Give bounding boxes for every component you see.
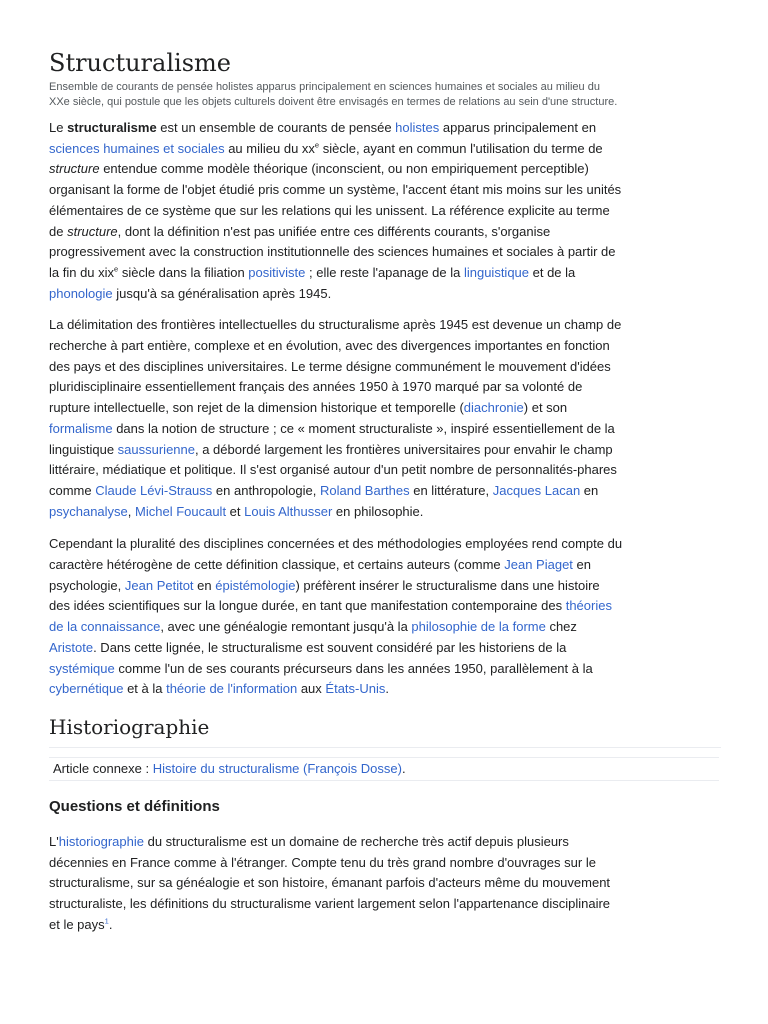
text: en philosophie. [332, 503, 424, 519]
text: aux [297, 681, 326, 697]
text: du structuralisme est un domaine de recherche très actif depuis plusieurs décennies en France comme à l'étranger. Compte tenu du très grand nombre d'ouvrages sur le structuralisme, sur sa généalogie et son histoire, émanant parfois d'acteurs même du mouvement structuraliste, les définitions du structuralisme varient largement selon l'appartenance disciplinaire et le pays [49, 833, 611, 932]
text: , dont la définition n'est pas unifiée entre ces différents courants, s'organise progressivement avec la construction institutionnelle des sciences humaines et sociales à partir de la fin du [49, 223, 616, 280]
paragraph-delimitation [49, 315, 624, 522]
text: Le [49, 120, 68, 135]
text: . [385, 681, 389, 697]
text: comme l'un de ses courants précurseurs dans les années 1950, parallèlement à la [114, 660, 593, 676]
link-linguistique[interactable]: linguistique [463, 264, 530, 280]
text: et à la [123, 681, 167, 697]
paragraph-historiographie [49, 832, 624, 936]
century: xx [301, 140, 315, 156]
hatnote-prefix: Article connexe : [53, 760, 153, 776]
text: La délimitation des frontières intellectuelles du structuralisme après 1945 est devenue un champ de recherche à part entière, complexe et en évolution, avec des divergences importantes en fonction des pays et des disciplines universitaires. Le terme désigne communément le mouvement d'idées pluridisciplinaire essentiellement français des années 1950 à 1970 marqué par sa volonté de rupture intellectuelle, son rejet de la dimension historique et temporelle ( [49, 317, 622, 416]
bold-term: structuralisme [67, 120, 157, 135]
text: dans la notion de structure ; ce « moment structuraliste », inspiré essentiellement de la linguistique [49, 420, 615, 457]
text: en anthropologie, [212, 482, 320, 498]
section-heading: Historiographie [49, 714, 721, 748]
link-formalisme[interactable]: formalisme [49, 420, 113, 436]
text: et de la [529, 264, 576, 280]
link-theories-connaissance[interactable]: théories de la connaissance [49, 598, 612, 635]
link-etats-unis[interactable]: États-Unis [325, 681, 386, 697]
text: Cependant la pluralité des disciplines concernées et des méthodologies employées rend compte du caractère hétérogène de cette définition classique, et certains auteurs (comme [49, 536, 623, 573]
text: jusqu'à sa généralisation après 1945. [112, 285, 332, 301]
link-petitot[interactable]: Jean Petitot [124, 577, 194, 593]
text: apparus principalement en [439, 120, 597, 135]
page-title: Structuralisme [49, 49, 231, 77]
link-barthes[interactable]: Roland Barthes [320, 482, 410, 498]
italic-term: structure [67, 223, 118, 239]
text: en [193, 577, 216, 593]
link-levi-strauss[interactable]: Claude Lévi-Strauss [95, 482, 213, 498]
link-holistes[interactable]: holistes [395, 120, 440, 135]
text: . [108, 916, 113, 932]
text: au milieu du [224, 140, 302, 156]
link-positiviste[interactable]: positiviste [248, 264, 306, 280]
link-aristote[interactable]: Aristote [49, 639, 94, 655]
link-epistemologie[interactable]: épistémologie [215, 577, 296, 593]
link-psychanalyse[interactable]: psychanalyse [49, 503, 128, 519]
century: xix [98, 264, 115, 280]
ref-1[interactable]: 1 [104, 916, 109, 926]
text: en psychologie, [49, 557, 591, 593]
text: et [226, 503, 245, 519]
text: siècle, ayant en commun l'utilisation du terme de [319, 140, 603, 156]
page-description: Ensemble de courants de pensée holistes apparus principalement en sciences humaines et sociales au milieu du XXe siècle, qui postule que les objets culturels doivent être envisagés en termes de relations au sein d'une structure. [49, 81, 618, 108]
superscript: e [314, 140, 320, 150]
text: , [127, 503, 136, 519]
text: en littérature, [409, 482, 493, 498]
text: est un ensemble de courants de pensée [156, 120, 396, 135]
link-cybernetique[interactable]: cybernétique [49, 681, 124, 697]
text: chez [545, 619, 577, 635]
link-systemique[interactable]: systémique [49, 660, 115, 676]
text: , avec une généalogie remontant jusqu'à la [160, 619, 412, 635]
link-diachronie[interactable]: diachronie [463, 400, 524, 416]
text: , a débordé largement les frontières universitaires pour envahir le champ littéraire, médiatique et politique. Il s'est organisé autour d'un petit nombre de personnalités-phares comme [49, 441, 617, 498]
hatnote [49, 757, 719, 781]
subsection-heading: Questions et définitions [49, 797, 220, 815]
text: . Dans cette lignée, le structuralisme est souvent considéré par les historiens de la [93, 639, 567, 655]
link-theorie-information[interactable]: théorie de l'information [166, 681, 298, 697]
article [49, 48, 721, 936]
link-sciences-humaines[interactable]: sciences humaines et sociales [49, 140, 225, 156]
superscript: e [114, 264, 119, 274]
text: entendue comme modèle théorique (inconscient, ou non empiriquement perceptible) organisant la forme de l'objet étudié pris comme un système, l'accent étant mis moins sur les unités élémentaires de ce système que sur les relations qui les unissent. La référence explicite au terme de [49, 161, 622, 239]
paragraph-pluralite [49, 534, 624, 700]
text: en [580, 482, 599, 498]
link-histoire-structuralisme[interactable]: Histoire du structuralisme (François Dosse) [152, 760, 402, 776]
text: ) préfèrent insérer le structuralisme dans une histoire des idées scientifiques sur la longue durée, en tant que manifestation contemporaine des [49, 577, 600, 614]
hatnote-suffix: . [401, 760, 406, 776]
link-philosophie-forme[interactable]: philosophie de la forme [411, 619, 546, 635]
link-foucault[interactable]: Michel Foucault [135, 503, 227, 519]
link-lacan[interactable]: Jacques Lacan [492, 482, 581, 498]
text: siècle dans la filiation [118, 264, 249, 280]
text: ) et son [523, 400, 568, 416]
link-althusser[interactable]: Louis Althusser [244, 503, 333, 519]
text: ; elle reste l'apanage de la [305, 264, 464, 280]
link-phonologie[interactable]: phonologie [49, 285, 113, 301]
link-piaget[interactable]: Jean Piaget [504, 557, 573, 573]
link-saussurienne[interactable]: saussurienne [117, 441, 195, 457]
paragraph-intro [49, 118, 624, 304]
italic-term: structure [49, 161, 100, 177]
link-historiographie[interactable]: historiographie [58, 833, 144, 849]
text: L' [49, 833, 59, 849]
